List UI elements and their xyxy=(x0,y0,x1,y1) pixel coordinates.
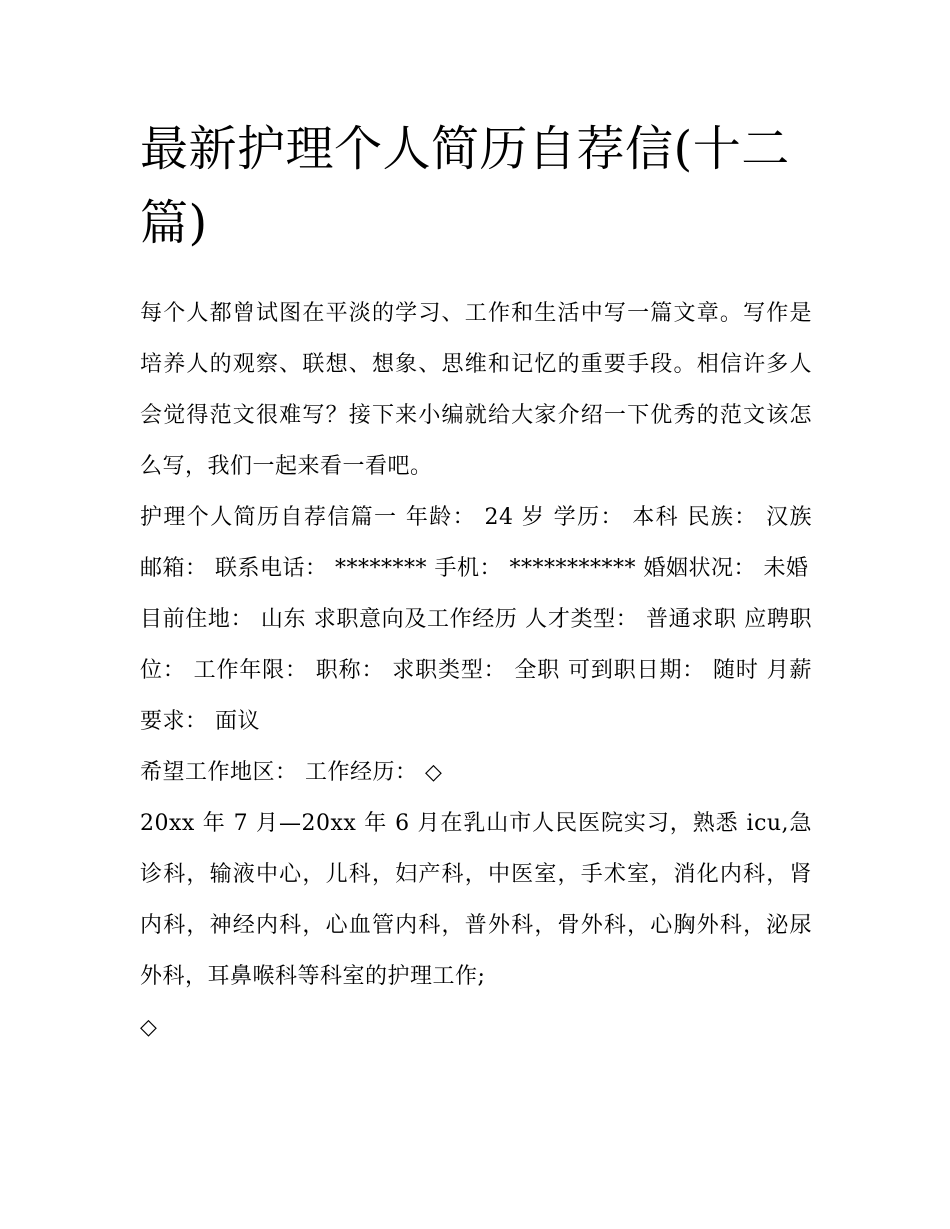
personal-info-paragraph: 护理个人简历自荐信篇一 年龄： 24 岁 学历： 本科 民族： 汉族 邮箱： 联系电话： ******** 手机： *********** 婚姻状况： 未婚 xyxy=(140,505,812,581)
work-area-paragraph: 希望工作地区： 工作经历： ◇ xyxy=(140,760,443,785)
internship-paragraph: 20xx 年 7 月—20xx 年 6 月在乳山市人民医院实习，熟悉 icu,急诊科，输液中心，儿科，妇产科，中医室，手术室，消化内科，肾内科，神经内科，心血管内科，普外科，骨外科，心胸外科，泌尿外科，耳鼻喉科等科室的护理工作; xyxy=(140,811,812,989)
document-title: 最新护理个人简历自荐信(十二篇) xyxy=(140,121,790,251)
job-intention-paragraph: 目前住地： 山东 求职意向及工作经历 人才类型： 普通求职 应聘职位： 工作年限： 职称： 求职类型： 全职 可到职日期： 随时 月薪要求： 面议 xyxy=(140,607,812,734)
document-page xyxy=(140,112,812,1053)
bullet-diamond: ◇ xyxy=(140,1015,158,1040)
intro-paragraph: 每个人都曾试图在平淡的学习、工作和生活中写一篇文章。写作是培养人的观察、联想、想象、思维和记忆的重要手段。相信许多人会觉得范文很难写？接下来小编就给大家介绍一下优秀的范文该怎么写，我们一起来看一看吧。 xyxy=(140,301,812,479)
